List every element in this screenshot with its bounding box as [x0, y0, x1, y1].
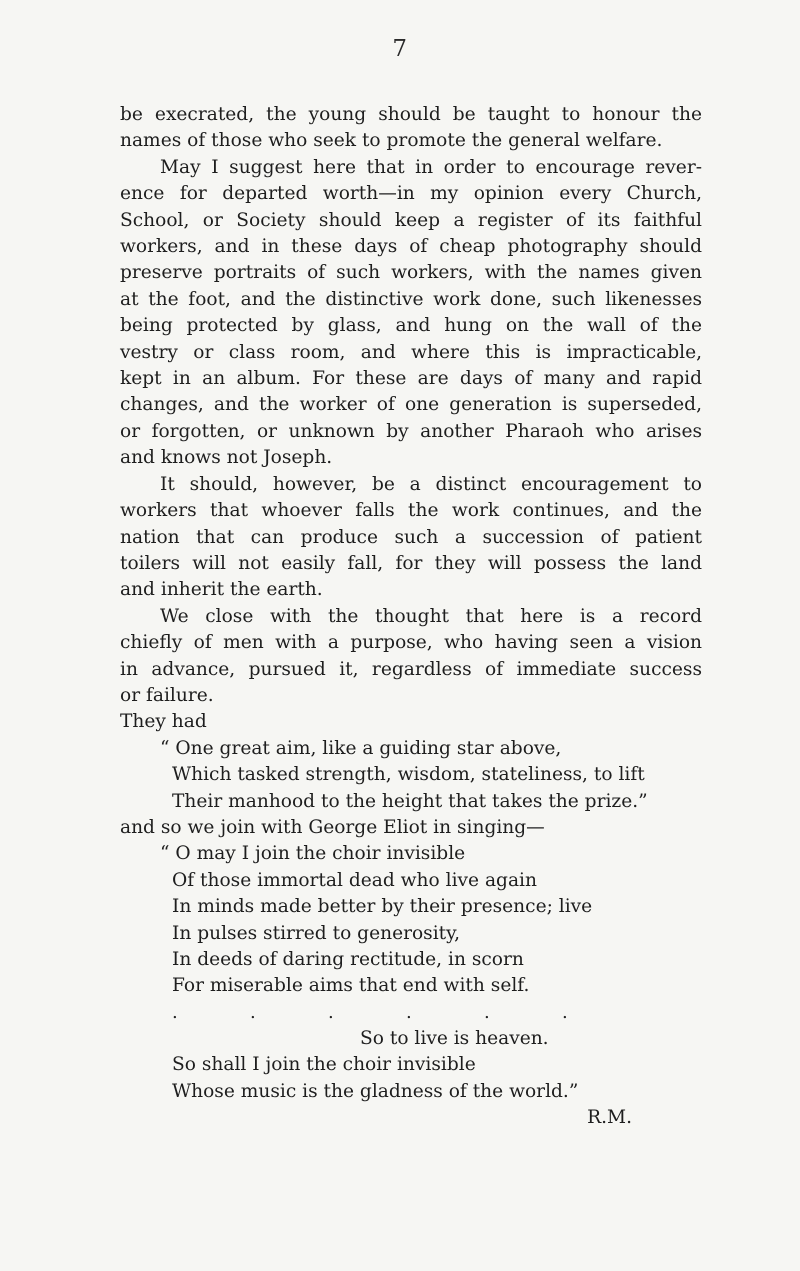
text-line: or failure. — [120, 684, 214, 706]
verse-line: In pulses stirred to generosity, — [172, 922, 461, 944]
text-line: workers that whoever falls the work continues, and the — [120, 500, 702, 522]
verse-line: Whose music is the gladness of the world.” — [172, 1080, 579, 1102]
text-line: It should, however, be a distinct encouragement to — [160, 473, 702, 495]
verse-quote-1 — [160, 736, 702, 815]
verse-line: “ One great aim, like a guiding star above, — [160, 737, 562, 759]
text-line: in advance, pursued it, regardless of immediate success — [120, 658, 702, 680]
text-line: preserve portraits of such workers, with the names given — [120, 262, 702, 284]
verse-line: Their manhood to the height that takes the prize.” — [172, 790, 648, 812]
verse-line: In minds made better by their presence; live — [172, 896, 593, 918]
verse-line: Of those immortal dead who live again — [172, 869, 537, 891]
text-line: chiefly of men with a purpose, who having seen a vision — [120, 632, 702, 654]
verse-line: In deeds of daring rectitude, in scorn — [172, 949, 524, 970]
ellipsis-dot: . — [250, 1001, 256, 1023]
text-line: We close with the thought that here is a record — [160, 605, 702, 627]
text-line: be execrated, the young should be taught to honour the — [120, 104, 702, 125]
paragraph-1 — [120, 102, 702, 155]
verse-quote-2 — [160, 841, 702, 999]
verse-quote-3 — [160, 1026, 702, 1105]
paragraph-2 — [120, 155, 702, 472]
verse-line: For miserable aims that end with self. — [172, 975, 530, 997]
text-line: names of those who seek to promote the general welfare. — [120, 130, 663, 152]
ellipsis-break — [172, 1000, 702, 1026]
text-line: and knows not Joseph. — [120, 447, 333, 469]
paragraph-3 — [120, 472, 702, 604]
ellipsis-dot: . — [406, 1001, 412, 1023]
ellipsis-dot: . — [562, 1001, 568, 1023]
ellipsis-dot: . — [484, 1001, 490, 1023]
ellipsis-dot: . — [328, 1001, 334, 1023]
text-line: kept in an album. For these are days of many and rapid — [120, 368, 702, 390]
verse-line: Which tasked strength, wisdom, stateliness, to lift — [172, 764, 645, 786]
text-line: They had — [120, 711, 207, 733]
ellipsis-dot: . — [172, 1001, 178, 1023]
page-number: 7 — [392, 36, 408, 62]
text-line: being protected by glass, and hung on the wall of the — [120, 315, 702, 337]
text-line: May I suggest here that in order to encourage rever- — [160, 156, 702, 178]
text-line: changes, and the worker of one generation is superseded, — [120, 394, 702, 416]
text-line: vestry or class room, and where this is impracticable, — [120, 341, 702, 363]
verse-line: So shall I join the choir invisible — [172, 1054, 476, 1076]
verse-line: So to live is heaven. — [360, 1027, 549, 1049]
text-line: ence for departed worth—in my opinion every Church, — [120, 183, 702, 205]
text-line: at the foot, and the distinctive work done, such likenesses — [120, 288, 702, 310]
verse-line: “ O may I join the choir invisible — [160, 843, 466, 865]
text-line: nation that can produce such a succession of patient — [120, 526, 702, 548]
text-line: or forgotten, or unknown by another Pharaoh who arises — [120, 420, 702, 442]
text-line: workers, and in these days of cheap photography should — [120, 236, 702, 258]
text-line: and inherit the earth. — [120, 579, 323, 601]
text-line: toilers will not easily fall, for they will possess the land — [120, 552, 702, 574]
author-signature: R.M. — [587, 1107, 632, 1129]
text-line: School, or Society should keep a register of its faithful — [120, 209, 702, 231]
paragraph-4 — [120, 604, 702, 736]
page-body — [120, 102, 702, 1131]
transition-line: and so we join with George Eliot in singing— — [120, 816, 545, 838]
